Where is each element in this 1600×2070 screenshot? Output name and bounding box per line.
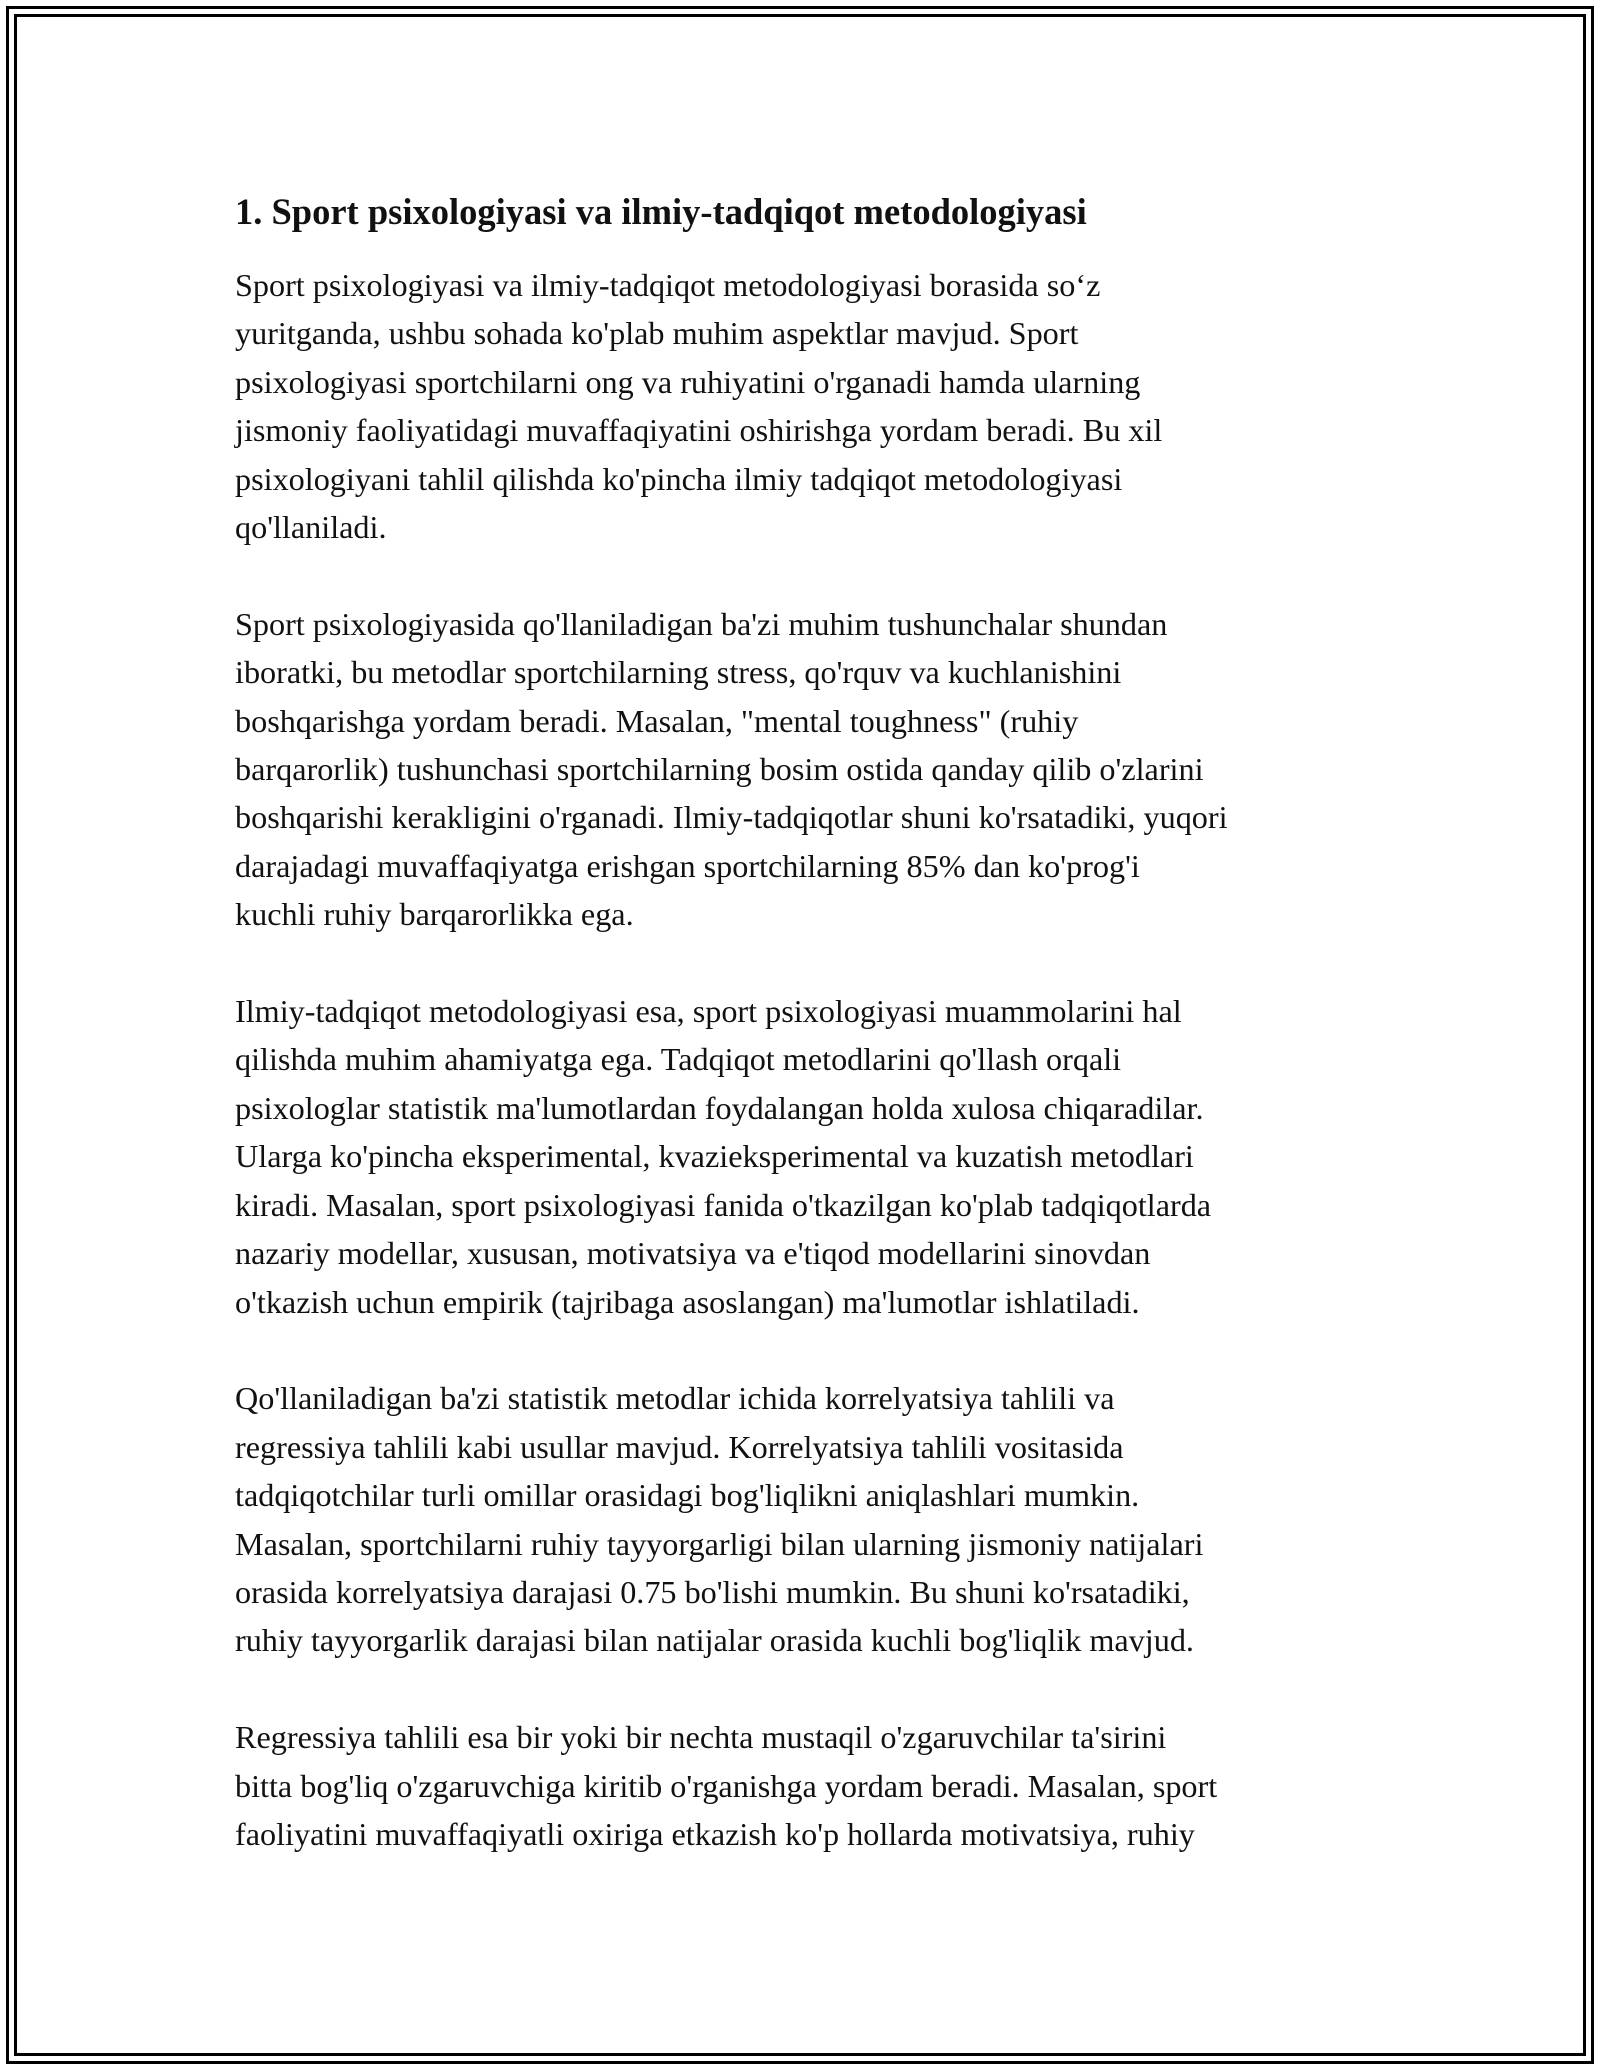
paragraph-1 — [235, 261, 1375, 551]
text-line: Qo'llaniladigan ba'zi statistik metodlar ichida korrelyatsiya tahlili va — [235, 1380, 1115, 1417]
section-heading: 1. Sport psixologiyasi va ilmiy-tadqiqot metodologiyasi — [235, 191, 1087, 232]
text-line: psixologiyani tahlil qilishda ko'pincha ilmiy tadqiqot metodologiyasi — [235, 460, 1123, 497]
text-line: tadqiqotchilar turli omillar orasidagi bog'liqlikni aniqlashlari mumkin. — [235, 1477, 1140, 1514]
paragraph-2 — [235, 600, 1375, 939]
paragraph-5 — [235, 1713, 1375, 1858]
text-line: barqarorlik) tushunchasi sportchilarning bosim ostida qanday qilib o'zlarini — [235, 751, 1204, 788]
text-line: boshqarishi kerakligini o'rganadi. Ilmiy-tadqiqotlar shuni ko'rsatadiki, yuqori — [235, 799, 1228, 836]
text-line: regressiya tahlili kabi usullar mavjud. Korrelyatsiya tahlili vositasida — [235, 1428, 1124, 1465]
text-line: Ilmiy-tadqiqot metodologiyasi esa, sport psixologiyasi muammolarini hal — [235, 993, 1182, 1030]
paragraph-3 — [235, 987, 1375, 1326]
text-line: yuritganda, ushbu sohada ko'plab muhim aspektlar mavjud. Sport — [235, 315, 1079, 352]
text-line: Ularga ko'pincha eksperimental, kvazieksperimental va kuzatish metodlari — [235, 1138, 1194, 1175]
text-line: faoliyatini muvaffaqiyatli oxiriga etkazish ko'p hollarda motivatsiya, ruhiy — [235, 1815, 1195, 1852]
text-line: orasida korrelyatsiya darajasi 0.75 bo'lishi mumkin. Bu shuni ko'rsatadiki, — [235, 1573, 1190, 1610]
text-line: qo'llaniladi. — [235, 509, 387, 546]
text-line: o'tkazish uchun empirik (tajribaga asoslangan) ma'lumotlar ishlatiladi. — [235, 1283, 1140, 1320]
text-line: Regressiya tahlili esa bir yoki bir nechta mustaqil o'zgaruvchilar ta'sirini — [235, 1719, 1167, 1756]
text-line: iboratki, bu metodlar sportchilarning stress, qo'rquv va kuchlanishini — [235, 654, 1122, 691]
text-line: darajadagi muvaffaqiyatga erishgan sportchilarning 85% dan ko'prog'i — [235, 847, 1140, 884]
text-line: jismoniy faoliyatidagi muvaffaqiyatini oshirishga yordam beradi. Bu xil — [235, 412, 1163, 449]
text-line: nazariy modellar, xususan, motivatsiya va e'tiqod modellarini sinovdan — [235, 1235, 1151, 1272]
text-line: kiradi. Masalan, sport psixologiyasi fanida o'tkazilgan ko'plab tadqiqotlarda — [235, 1186, 1212, 1223]
text-line: Sport psixologiyasida qo'llaniladigan ba'zi muhim tushunchalar shundan — [235, 605, 1168, 642]
document-body — [235, 188, 1375, 1907]
text-line: boshqarishga yordam beradi. Masalan, "mental toughness" (ruhiy — [235, 702, 1079, 739]
text-line: kuchli ruhiy barqarorlikka ega. — [235, 896, 634, 933]
text-line: ruhiy tayyorgarlik darajasi bilan natijalar orasida kuchli bog'liqlik mavjud. — [235, 1622, 1194, 1659]
text-line: Masalan, sportchilarni ruhiy tayyorgarligi bilan ularning jismoniy natijalari — [235, 1525, 1204, 1562]
text-line: bitta bog'liq o'zgaruvchiga kiritib o'rganishga yordam beradi. Masalan, sport — [235, 1767, 1218, 1804]
paragraph-4 — [235, 1374, 1375, 1664]
text-line: psixologlar statistik ma'lumotlardan foydalangan holda xulosa chiqaradilar. — [235, 1089, 1204, 1126]
text-line: qilishda muhim ahamiyatga ega. Tadqiqot metodlarini qo'llash orqali — [235, 1041, 1122, 1078]
text-line: Sport psixologiyasi va ilmiy-tadqiqot metodologiyasi borasida so‘z — [235, 267, 1101, 303]
text-line: psixologiyasi sportchilarni ong va ruhiyatini o'rganadi hamda ularning — [235, 363, 1141, 400]
